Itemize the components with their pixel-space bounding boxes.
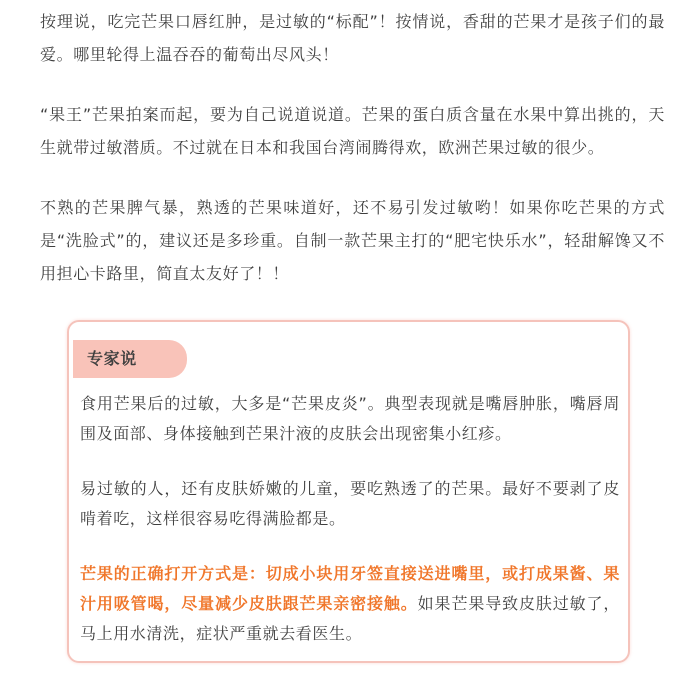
article-paragraph-2: “果王”芒果拍案而起，要为自己说道说道。芒果的蛋白质含量在水果中算出挑的，天生就带过敏潜质。不过就在日本和我国台湾闹腾得欢，欧洲芒果过敏的很少。 bbox=[40, 105, 665, 157]
expert-says-label: 专家说 bbox=[73, 340, 187, 378]
article-paragraph-1: 按理说，吃完芒果口唇红肿，是过敏的“标配”！按情说，香甜的芒果才是孩子们的最爱。哪里轮得上温吞吞的葡萄出尽风头！ bbox=[40, 12, 665, 64]
article-paragraph-3: 不熟的芒果脾气暴，熟透的芒果味道好，还不易引发过敏哟！如果你吃芒果的方式是“洗脸式”的，建议还是多珍重。自制一款芒果主打的“肥宅快乐水”，轻甜解馋又不用担心卡路里，简直太友好了！！ bbox=[40, 198, 665, 283]
expert-paragraph-1: 食用芒果后的过敏，大多是“芒果皮炎”。典型表现就是嘴唇肿胀，嘴唇周围及面部、身体接触到芒果汁液的皮肤会出现密集小红疹。 bbox=[80, 394, 620, 443]
expert-paragraph-3-tail: 如果芒果导致皮肤过敏了，马上用水清洗，症状严重就去看医生。 bbox=[80, 594, 620, 643]
expert-paragraph-3 bbox=[80, 559, 620, 649]
expert-paragraph-2: 易过敏的人，还有皮肤娇嫩的儿童，要吃熟透了的芒果。最好不要剥了皮啃着吃，这样很容易吃得满脸都是。 bbox=[80, 479, 620, 528]
article-body bbox=[40, 5, 665, 317]
highlight-advice: 芒果的正确打开方式是：切成小块用牙签直接送进嘴里，或打成果酱、果汁用吸管喝，尽量减少皮肤跟芒果亲密接触。 bbox=[80, 564, 620, 613]
expert-says-body bbox=[80, 389, 620, 674]
expert-says-box bbox=[67, 320, 630, 663]
